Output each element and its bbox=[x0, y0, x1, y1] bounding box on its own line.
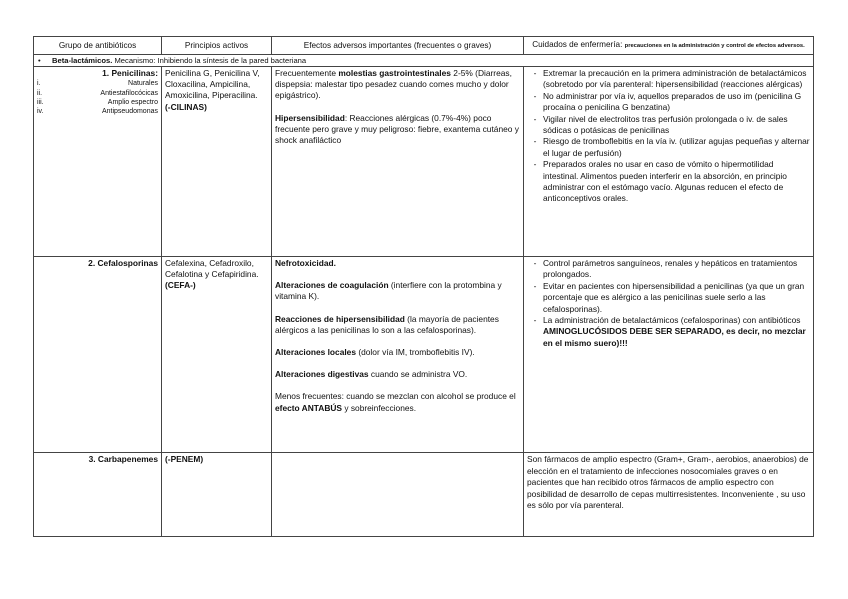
efectos-bold: Alteraciones digestivas bbox=[275, 369, 369, 380]
list-item bbox=[37, 107, 158, 116]
cuidados-cell-carbapenemes bbox=[524, 453, 814, 537]
list-item: - Evitar en pacientes con hipersensibilidad a penicilinas (ya que un gran porcentaje que es alérgico a las penicilinas suele serlo a las cefalosporinas). bbox=[527, 281, 810, 315]
group-cell-carbapenemes bbox=[34, 453, 162, 537]
list-item: - Riesgo de tromboflebitis en la vía iv. (utilizar agujas pequeñas y alternar el lugar de perfusión) bbox=[533, 136, 810, 158]
efectos-text: Frecuentemente bbox=[275, 68, 339, 78]
cuidado-text: Riesgo de tromboflebitis en la vía iv. (utilizar agujas pequeñas y alternar el lugar de perfusión) bbox=[543, 136, 810, 158]
header-principios: Principios activos bbox=[162, 37, 272, 55]
principios-suffix: (CEFA-) bbox=[165, 280, 196, 291]
list-item bbox=[37, 98, 158, 107]
cuidado-text-part: Evitar en pacientes con hipersensibilidad a penicilinas (ya que un gran porcentaje que es alérgico a las penicilinas suele serlo a las cefalosporinas). bbox=[543, 280, 805, 314]
efectos-paragraph bbox=[275, 391, 520, 413]
antibiotics-table bbox=[33, 36, 814, 537]
header-cuidados-small: precauciones en la administración y control de efectos adversos. bbox=[624, 43, 805, 49]
subgroup-num: ii. bbox=[37, 89, 43, 97]
group-name: 1. Penicilinas: bbox=[102, 68, 158, 78]
principios-text: Cefalexina, Cefadroxilo, Cefalotina y Cefapiridina. bbox=[165, 258, 259, 280]
efectos-text: (la mayoría de pacientes alérgicos a las penicilinas lo son a las cefalosporinas). bbox=[275, 313, 499, 335]
cuidado-text bbox=[543, 281, 810, 315]
cuidado-text: Preparados orales no usar en caso de vómito o hipermotilidad intestinal. Alimentos pueden interferir en la absorción, en principio administrar con el estómago vacío. Algunas reducen el efecto de anticonceptivos orales. bbox=[543, 159, 787, 204]
efectos-paragraph bbox=[275, 113, 520, 147]
efectos-bold: efecto ANTABÚS bbox=[275, 402, 343, 413]
efectos-paragraph bbox=[275, 280, 520, 302]
section-label: Beta-lactámicos. bbox=[52, 56, 113, 65]
subgroup-text: Naturales bbox=[128, 80, 158, 88]
subgroup-list bbox=[37, 79, 158, 116]
cuidados-cell-penicilinas bbox=[524, 67, 814, 257]
efectos-bold: Alteraciones locales bbox=[275, 347, 356, 358]
efectos-text: : Reacciones alérgicas (0.7%-4%) poco frecuente pero grave y muy peligroso: fiebre, exantema cutáneo y shock anafiláctico bbox=[275, 112, 519, 146]
efectos-bold: Reacciones de hipersensibilidad bbox=[275, 313, 405, 324]
efectos-bold: Hipersensibilidad bbox=[275, 112, 345, 123]
section-bullet: • bbox=[38, 56, 41, 65]
section-row bbox=[34, 55, 814, 67]
efectos-paragraph bbox=[275, 369, 520, 380]
efectos-paragraph bbox=[275, 314, 520, 336]
efectos-text: Menos frecuentes: cuando se mezclan con alcohol se produce el bbox=[275, 391, 516, 402]
efectos-paragraph bbox=[275, 68, 520, 102]
principios-cell-cefalosporinas bbox=[162, 257, 272, 453]
subgroup-text: Antipseudomonas bbox=[101, 108, 158, 116]
cuidado-text: Extremar la precaución en la primera administración de betalactámicos (sobretodo por vía parenteral: hipersensibilidad (reacciones alérgicas) bbox=[543, 68, 807, 90]
cuidado-text-part: La administración de betalactámicos (cefalosporinas) con antibióticos bbox=[543, 315, 801, 326]
cuidado-bold: AMINOGLUCÓSIDOS DEBE SER SEPARADO, es decir, no mezclar en el mismo suero)!!! bbox=[543, 326, 806, 348]
cuidados-list bbox=[527, 258, 810, 349]
cuidados-list bbox=[527, 68, 810, 205]
subgroup-text: Antiestafilocócicas bbox=[100, 89, 158, 97]
cuidado-text: No administrar por vía iv, aquellos preparados de uso im (penicilina G procaína o penicilina G benzatina) bbox=[543, 90, 802, 113]
group-cell-cefalosporinas bbox=[34, 257, 162, 453]
header-cuidados bbox=[524, 37, 814, 55]
header-row bbox=[34, 37, 814, 55]
header-cuidados-main: Cuidados de enfermería: bbox=[532, 40, 623, 49]
efectos-text: 2-5% (Diarreas, dispepsia: malestar tipo pesadez cuando comes mucho y dolor epigástrico). bbox=[275, 68, 512, 101]
efectos-text: (dolor vía IM, tromboflebitis IV). bbox=[356, 347, 475, 358]
cuidado-text bbox=[543, 315, 810, 349]
principios-text: (-PENEM) bbox=[165, 454, 204, 464]
section-cell bbox=[34, 55, 814, 67]
subgroup-num: iv. bbox=[37, 108, 44, 116]
group-cell-penicilinas bbox=[34, 67, 162, 257]
cuidado-text bbox=[543, 258, 810, 281]
list-item: - Vigilar nivel de electrolitos tras perfusión prolongada o iv. de sales sódicas o potásicas de penicilinas bbox=[527, 114, 810, 137]
group-name: 2. Cefalosporinas bbox=[88, 258, 158, 268]
cuidado-text-part: Control parámetros sanguíneos, renales y hepáticos en tratamientos prolongados. bbox=[543, 258, 798, 280]
cuidado-text: Son fármacos de amplio espectro (Gram+, Gram-, aerobios, anaerobios) de elección en el tratamiento de infecciones nosocomiales graves o en pacientes que han recibido otros fármacos de amplio espectro con posibilidad de desarrollo de cepas multirresistentes. Inconveniente , su uso es sólo por vía parenteral. bbox=[527, 454, 809, 511]
list-item: - Control parámetros sanguíneos, renales y hepáticos en tratamientos prolongados. bbox=[527, 258, 810, 281]
list-item bbox=[37, 79, 158, 88]
table-row-cefalosporinas bbox=[34, 257, 814, 453]
header-grupo: Grupo de antibióticos bbox=[34, 37, 162, 55]
efectos-paragraph: Nefrotoxicidad. bbox=[275, 258, 336, 268]
cuidado-text: Vigilar nivel de electrolitos tras perfusión prolongada o iv. de sales sódicas o potásicas de penicilinas bbox=[543, 113, 788, 136]
efectos-paragraph bbox=[275, 347, 520, 358]
principios-suffix: (-CILINAS) bbox=[165, 101, 207, 112]
header-efectos: Efectos adversos importantes (frecuentes o graves) bbox=[272, 37, 524, 55]
principios-cell-carbapenemes bbox=[162, 453, 272, 537]
efectos-text: cuando se administra VO. bbox=[368, 369, 468, 380]
efectos-bold: molestias gastrointestinales bbox=[338, 68, 451, 78]
list-item: - La administración de betalactámicos (cefalosporinas) con antibióticos AMINOGLUCÓSIDOS DEBE SER SEPARADO, es decir, no mezclar en el mismo suero)!!! bbox=[527, 315, 810, 349]
list-item: - Extremar la precaución en la primera administración de betalactámicos (sobretodo por vía parenteral: hipersensibilidad (reacciones alérgicas) bbox=[527, 68, 810, 91]
efectos-text: (interfiere con la protombina y vitamina K). bbox=[275, 280, 502, 302]
list-item bbox=[37, 89, 158, 98]
section-text: Mecanismo: Inhibiendo la síntesis de la pared bacteriana bbox=[114, 56, 307, 65]
principios-text: Penicilina G, Penicilina V, Cloxacilina, Ampicilina, Amoxicilina, Piperacilina. bbox=[165, 68, 260, 101]
efectos-cell-penicilinas bbox=[272, 67, 524, 257]
cuidados-cell-cefalosporinas bbox=[524, 257, 814, 453]
list-item: - Preparados orales no usar en caso de vómito o hipermotilidad intestinal. Alimentos pueden interferir en la absorción, en principio administrar con el estómago vacío. Algunas reducen el efecto de anticonceptivos orales. bbox=[527, 159, 810, 205]
table-row-penicilinas bbox=[34, 67, 814, 257]
table-row-carbapenemes bbox=[34, 453, 814, 537]
list-item: - No administrar por vía iv, aquellos preparados de uso im (penicilina G procaína o penicilina G benzatina) bbox=[527, 91, 810, 114]
group-name: 3. Carbapenemes bbox=[88, 454, 158, 464]
subgroup-num: i. bbox=[37, 80, 41, 88]
efectos-cell-cefalosporinas bbox=[272, 257, 524, 453]
document-page bbox=[33, 36, 813, 537]
efectos-cell-carbapenemes bbox=[272, 453, 524, 537]
principios-cell-penicilinas bbox=[162, 67, 272, 257]
subgroup-text: Amplio espectro bbox=[107, 98, 158, 106]
efectos-text: y sobreinfecciones. bbox=[342, 402, 417, 413]
subgroup-num: iii. bbox=[37, 98, 44, 106]
efectos-bold: Alteraciones de coagulación bbox=[275, 280, 389, 291]
